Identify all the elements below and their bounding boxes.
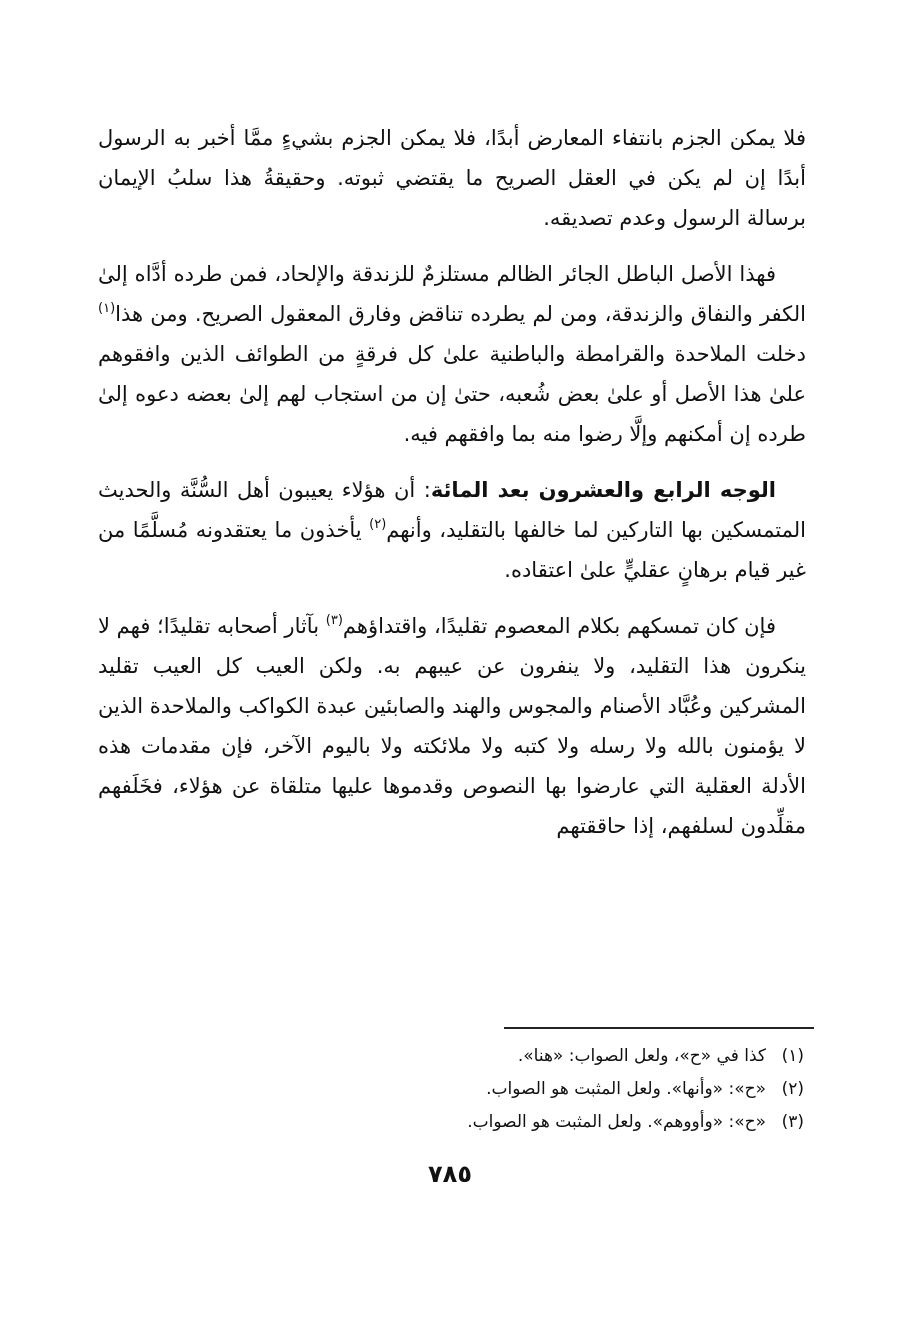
paragraph-1-text: فلا يمكن الجزم بانتفاء المعارض أبدًا، فلا يمكن الجزم بشيءٍ ممَّا أخبر به الرسول أبدًا إن لم يكن في العقل الصريح ما يقتضي ثبوته. وحقيقةُ هذا سلبُ الإيمان برسالة الرسول وعدم تصديقه.: [98, 126, 806, 230]
paragraph-2-text-b: دخلت الملاحدة والقرامطة والباطنية علىٰ كل فرقةٍ من الطوائف الذين وافقوهم علىٰ هذا الأصل أو علىٰ بعض شُعبه، حتىٰ إن من استجاب لهم إلىٰ بعضه دعوه إلىٰ طرده إن أمكنهم وإلَّا رضوا منه بما وافقهم فيه.: [98, 342, 806, 446]
footnote-1-number: (١): [781, 1046, 804, 1066]
footnote-ref-2[interactable]: (٢): [369, 517, 387, 532]
paragraph-4: [98, 606, 806, 846]
footnote-1-text: كذا في «ح»، ولعل الصواب: «هنا».: [517, 1046, 766, 1066]
paragraph-3-text-b: يأخذون ما يعتقدونه مُسلَّمًا من غير قيام برهانٍ عقليٍّ علىٰ اعتقاده.: [98, 518, 806, 582]
paragraph-1: [98, 118, 806, 238]
footnote-2-number: (٢): [781, 1079, 804, 1099]
paragraph-3: [98, 470, 806, 590]
footnote-3-number: (٣): [781, 1112, 804, 1132]
footnote-ref-3[interactable]: (٣): [325, 613, 343, 628]
paragraph-2: [98, 254, 806, 454]
footnote-3: [98, 1106, 808, 1139]
footnotes: [98, 1040, 808, 1139]
main-text: [98, 118, 806, 862]
paragraph-3-text-a: : أن هؤلاء يعيبون أهل السُّنَّة والحديث المتمسكين بها التاركين لما خالفها بالتقليد، وأنهم: [98, 478, 807, 542]
paragraph-2-text-a: فهذا الأصل الباطل الجائر الظالم مستلزمٌ للزندقة والإلحاد، فمن طرده أدَّاه إلىٰ الكفر والنفاق والزندقة، ومن لم يطرده تناقض وفارق المعقول الصريح. ومن هذا: [98, 262, 806, 326]
page-number: ٧٨٥: [428, 1160, 472, 1188]
footnote-3-text: «ح»: «وأووهم». ولعل المثبت هو الصواب.: [467, 1112, 766, 1132]
paragraph-4-text-b: بآثار أصحابه تقليدًا؛ فهم لا ينكرون هذا التقليد، ولا ينفرون عن عيبهم به. ولكن العيب كل العيب تقليد المشركين وعُبَّاد الأصنام والمجوس والهند والصابئين عبدة الكواكب والملاحدة الذين لا يؤمنون بالله ولا رسله ولا كتبه ولا ملائكته ولا باليوم الآخر، فإن مقدمات هذه الأدلة العقلية التي عارضوا بها النصوص وقدموها عليها متلقاة عن هؤلاء، فخَلَفهم مقلِّدون لسلفهم، إذا حاققتهم: [98, 614, 806, 838]
footnote-2: [98, 1073, 808, 1106]
footnote-2-text: «ح»: «وأنها». ولعل المثبت هو الصواب.: [486, 1079, 766, 1099]
paragraph-4-text-a: فإن كان تمسكهم بكلام المعصوم تقليدًا، واقتداؤهم: [342, 614, 776, 638]
footnote-ref-1[interactable]: (١): [98, 301, 116, 316]
footnote-1: [98, 1040, 808, 1073]
footnote-divider: [504, 1027, 814, 1029]
section-heading: الوجه الرابع والعشرون بعد المائة: [430, 478, 776, 502]
